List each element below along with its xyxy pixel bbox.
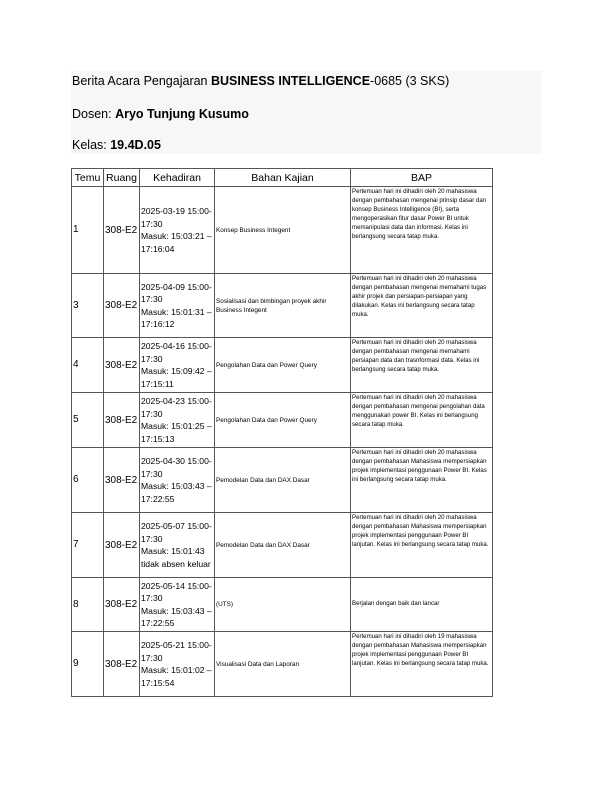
schedule-text: 2025-04-16 15:00-17:30 bbox=[141, 341, 212, 364]
cell-kehadiran bbox=[140, 338, 215, 393]
schedule-text: 2025-05-07 15:00-17:30 bbox=[141, 521, 212, 544]
table-row bbox=[72, 338, 493, 393]
cell-temu: 4 bbox=[72, 338, 104, 393]
class-name: 19.4D.05 bbox=[110, 138, 161, 152]
col-header-kehadiran: Kehadiran bbox=[140, 169, 215, 187]
cell-bap: Berjalan dengan baik dan lancar bbox=[351, 578, 493, 632]
cell-bap: Pertemuan hari ini dihadiri oleh 20 mahasiswa dengan pembahasan mengenai memahami persiapan data dan trasnformasi data. Kelas ini berlangsung secara tatap muka. bbox=[351, 338, 493, 393]
schedule-text: 2025-03-19 15:00-17:30 bbox=[141, 206, 212, 229]
course-code-credits: -0685 (3 SKS) bbox=[370, 74, 450, 88]
cell-bahan-kajian: Konsep Business Integent bbox=[215, 187, 351, 274]
cell-ruang: 308-E2 bbox=[104, 393, 140, 448]
col-header-temu: Temu bbox=[72, 169, 104, 187]
cell-ruang: 308-E2 bbox=[104, 448, 140, 513]
cell-bap: Pertemuan hari ini dihadiri oleh 20 mahasiswa dengan pembahasan mengenai memahami tugas akhir projek dan persiapan-persiapan yang dilakukan. Kelas ini berlangsung secara tatap muka. bbox=[351, 274, 493, 338]
col-header-bap: BAP bbox=[351, 169, 493, 187]
check-in-text: Masuk: 15:01:43 bbox=[141, 546, 205, 556]
attendance-table bbox=[71, 168, 493, 697]
cell-temu: 5 bbox=[72, 393, 104, 448]
cell-bahan-kajian: Pemodelan Data dan DAX Dasar bbox=[215, 513, 351, 578]
cell-temu: 3 bbox=[72, 274, 104, 338]
cell-bap: Pertemuan hari ini dihadiri oleh 20 mahasiswa dengan pembahasan Mahasiswa mempersiapkan projek implementasi penggunaan Power BI. Kelas ini berlangsung secara tatap muka. bbox=[351, 448, 493, 513]
course-title-prefix: Berita Acara Pengajaran bbox=[72, 74, 211, 88]
cell-ruang: 308-E2 bbox=[104, 513, 140, 578]
check-in-text: Masuk: 15:09:42 – 17:15:11 bbox=[141, 366, 212, 389]
schedule-text: 2025-05-21 15:00-17:30 bbox=[141, 640, 212, 663]
check-in-text: Masuk: 15:03:43 – 17:22:55 bbox=[141, 605, 212, 628]
cell-bap: Pertemuan hari ini dihadiri oleh 20 mahasiswa dengan pembahasan mengenai pengolahan data menggunakan power BI. Kelas ini berlangsung secara tatap muka. bbox=[351, 393, 493, 448]
cell-kehadiran bbox=[140, 448, 215, 513]
col-header-ruang: Ruang bbox=[104, 169, 140, 187]
check-in-text: Masuk: 15:01:31 – 17:16:12 bbox=[141, 306, 212, 329]
attendance-note: tidak absen keluar bbox=[141, 558, 211, 569]
cell-kehadiran bbox=[140, 632, 215, 697]
cell-temu: 9 bbox=[72, 632, 104, 697]
schedule-text: 2025-04-30 15:00-17:30 bbox=[141, 456, 212, 479]
cell-ruang: 308-E2 bbox=[104, 578, 140, 632]
cell-bahan-kajian: Visualisasi Data dan Laporan bbox=[215, 632, 351, 697]
lecturer-name: Aryo Tunjung Kusumo bbox=[115, 107, 249, 121]
cell-kehadiran bbox=[140, 578, 215, 632]
cell-bahan-kajian: Pengolahan Data dan Power Query bbox=[215, 393, 351, 448]
cell-bahan-kajian: Sosialisasi dan bimbingan proyek akhir Business Integent bbox=[215, 274, 351, 338]
table-row bbox=[72, 274, 493, 338]
course-name: BUSINESS INTELLIGENCE bbox=[210, 74, 371, 88]
table-row bbox=[72, 187, 493, 274]
class-label: Kelas: bbox=[72, 138, 111, 152]
cell-bap: Pertemuan hari ini dihadiri oleh 20 mahasiswa dengan pembahasan mengenai prinsip dasar dan konsep Business Intelligence (BI), serta mengoperasikan fitur dasar Power BI untuk memanipulasi data dan informasi. Kelas ini berlangsung secara tatap muka. bbox=[351, 187, 493, 274]
schedule-text: 2025-05-14 15:00-17:30 bbox=[141, 580, 212, 603]
check-in-text: Masuk: 15:01:25 – 17:15:13 bbox=[141, 421, 212, 444]
cell-kehadiran bbox=[140, 274, 215, 338]
lecturer-line bbox=[72, 107, 249, 121]
schedule-text: 2025-04-23 15:00-17:30 bbox=[141, 396, 212, 419]
cell-ruang: 308-E2 bbox=[104, 632, 140, 697]
table-row bbox=[72, 632, 493, 697]
cell-ruang: 308-E2 bbox=[104, 338, 140, 393]
table-row bbox=[72, 448, 493, 513]
class-line bbox=[72, 138, 161, 152]
cell-kehadiran bbox=[140, 187, 215, 274]
check-in-text: Masuk: 15:03:21 – 17:16:04 bbox=[141, 231, 212, 254]
cell-temu: 7 bbox=[72, 513, 104, 578]
cell-ruang: 308-E2 bbox=[104, 187, 140, 274]
cell-bap: Pertemuan hari ini dihadiri oleh 20 mahasiswa dengan pembahasan Mahasiswa mempersiapkan projek implementasi penggunaan Power BI lanjutan. Kelas ini berlangsung secara tatap muka. bbox=[351, 513, 493, 578]
lecturer-label: Dosen: bbox=[72, 107, 116, 121]
cell-temu: 1 bbox=[72, 187, 104, 274]
table-header-row bbox=[72, 169, 493, 187]
col-header-bahan-kajian: Bahan Kajian bbox=[215, 169, 351, 187]
cell-kehadiran bbox=[140, 393, 215, 448]
course-title-line bbox=[72, 74, 449, 88]
schedule-text: 2025-04-09 15:00-17:30 bbox=[141, 281, 212, 304]
check-in-text: Masuk: 15:01:02 – 17:15:54 bbox=[141, 665, 212, 688]
cell-bahan-kajian: (UTS) bbox=[215, 578, 351, 632]
cell-temu: 8 bbox=[72, 578, 104, 632]
course-header bbox=[71, 71, 542, 154]
table-row bbox=[72, 578, 493, 632]
cell-kehadiran bbox=[140, 513, 215, 578]
cell-ruang: 308-E2 bbox=[104, 274, 140, 338]
cell-bahan-kajian: Pengolahan Data dan Power Query bbox=[215, 338, 351, 393]
cell-temu: 6 bbox=[72, 448, 104, 513]
table-row bbox=[72, 513, 493, 578]
table-row bbox=[72, 393, 493, 448]
check-in-text: Masuk: 15:03:43 – 17:22:55 bbox=[141, 481, 212, 504]
cell-bap: Pertemuan hari ini dihadiri oleh 19 mahasiswa dengan pembahasan Mahasiswa mempersiapkan projek implementasi penggunaan Power BI lanjutan. Kelas ini berlangsung secara tatap muka. bbox=[351, 632, 493, 697]
cell-bahan-kajian: Pemodelan Data dan DAX Dasar bbox=[215, 448, 351, 513]
